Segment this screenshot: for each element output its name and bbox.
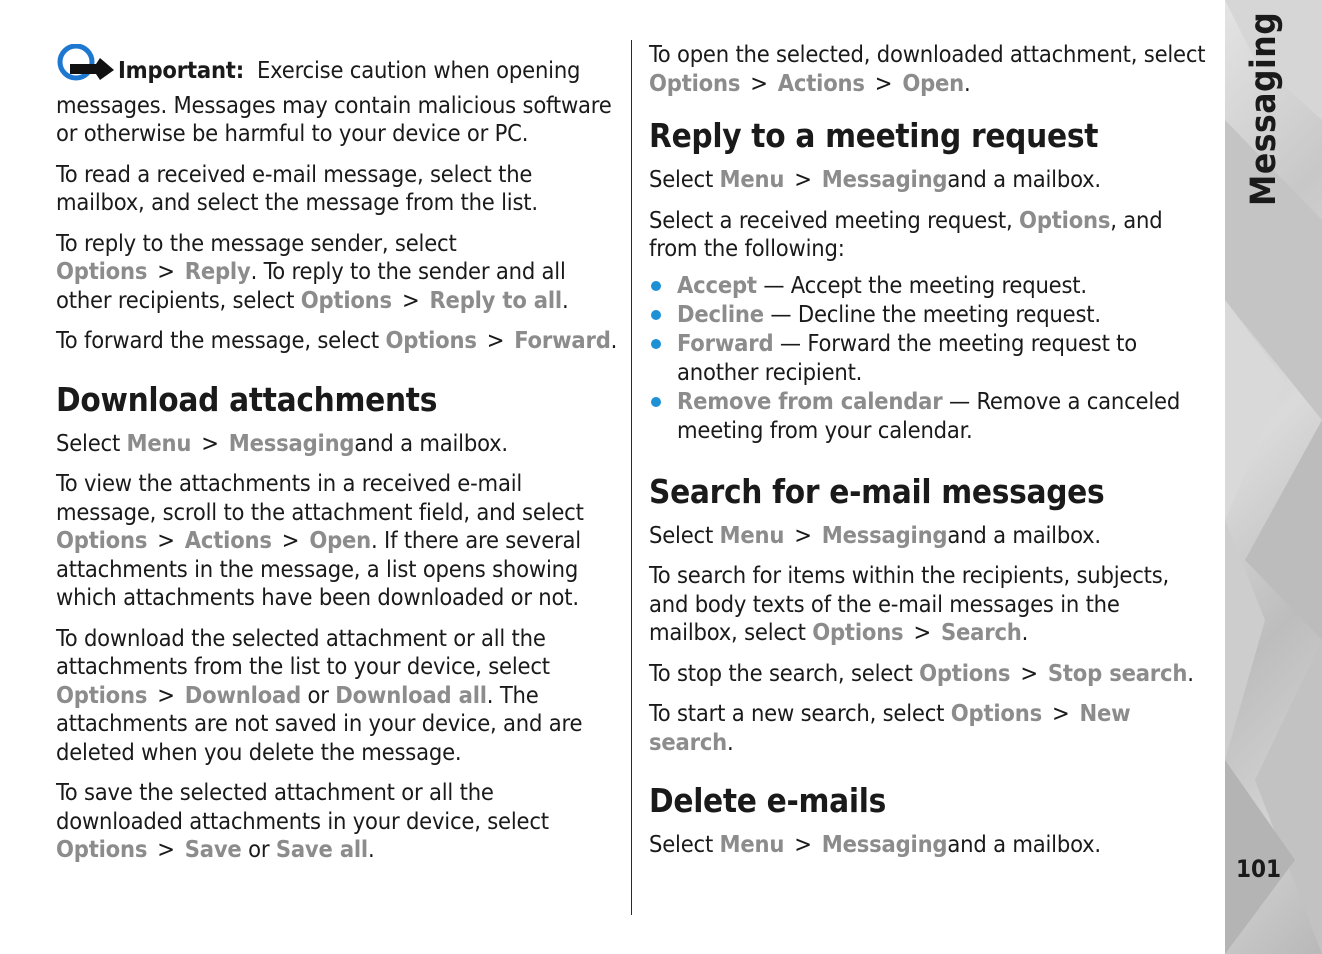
options-link[interactable]: Options xyxy=(300,285,392,314)
text: To download the selected attachment or all the attachments from the list to your device, select xyxy=(56,623,550,680)
save-link[interactable]: Save xyxy=(184,835,242,863)
text: Select xyxy=(56,428,127,457)
text: To stop the search, select xyxy=(649,658,920,687)
text: To start a new search, select xyxy=(649,699,951,727)
open-attachment-paragraph xyxy=(649,40,1211,97)
list-item xyxy=(649,300,1211,329)
received-request-paragraph xyxy=(649,206,1211,263)
messaging-link[interactable]: Messaging xyxy=(821,830,948,858)
separator: > xyxy=(794,165,812,193)
open-link[interactable]: Open xyxy=(902,68,965,97)
text: or xyxy=(241,835,276,863)
stop-search-paragraph xyxy=(649,659,1211,688)
actions-link[interactable]: Actions xyxy=(777,68,865,97)
options-link[interactable]: Options xyxy=(56,680,148,709)
save-all-link[interactable]: Save all xyxy=(275,835,368,863)
separator: > xyxy=(913,618,931,646)
new-search-paragraph xyxy=(649,699,1211,756)
download-attachments-heading: Download attachments xyxy=(56,379,438,419)
text: To reply to the message sender, select xyxy=(56,228,457,257)
separator: > xyxy=(157,257,175,285)
messaging-link[interactable]: Messaging xyxy=(821,165,948,193)
list-item xyxy=(649,329,1211,387)
separator: > xyxy=(794,520,812,549)
text: — Decline the meeting request. xyxy=(763,299,1101,328)
select-paragraph xyxy=(649,521,1211,550)
options-link[interactable]: Options xyxy=(1019,205,1111,234)
menu-link[interactable]: Menu xyxy=(126,428,192,457)
page-number: 101 xyxy=(1236,855,1282,883)
menu-link[interactable]: Menu xyxy=(719,830,785,858)
text: To forward the message, select xyxy=(56,326,386,354)
forward-paragraph xyxy=(56,326,618,355)
options-link[interactable]: Options xyxy=(56,257,148,285)
reply-meeting-heading: Reply to a meeting request xyxy=(649,116,1099,155)
download-link[interactable]: Download xyxy=(184,680,301,709)
options-link[interactable]: Options xyxy=(56,835,148,863)
important-text: Exercise caution when opening messages. Messages may contain malicious software or otherwise be harmful to your device or PC. xyxy=(56,56,612,147)
bullet-icon xyxy=(651,310,661,320)
text: . xyxy=(964,68,971,97)
separator: > xyxy=(874,68,893,97)
separator: > xyxy=(1020,658,1038,687)
text: To search for items within the recipients, subjects, and body texts of the e-mail messages in the mailbox, select xyxy=(649,561,1170,646)
text: . xyxy=(367,835,375,863)
text: To view the attachments in a received e-mail message, scroll to the attachment field, and select xyxy=(56,469,584,526)
text: To save the selected attachment or all the downloaded attachments in your device, select xyxy=(56,778,549,835)
menu-link[interactable]: Menu xyxy=(719,520,785,549)
download-paragraph xyxy=(56,624,618,767)
separator: > xyxy=(794,830,812,858)
text: and a mailbox. xyxy=(947,830,1101,858)
separator: > xyxy=(157,835,175,863)
select-paragraph xyxy=(649,830,1211,859)
forward-link[interactable]: Forward xyxy=(677,328,774,357)
separator: > xyxy=(401,285,420,314)
save-paragraph xyxy=(56,778,618,864)
text: . xyxy=(561,285,569,314)
options-link[interactable]: Options xyxy=(649,68,741,97)
text: . xyxy=(727,727,734,756)
text: . If there are several attachments in the message, a list opens showing which attachments have been downloaded or not. xyxy=(56,526,581,611)
text: — Forward the meeting request to another recipient. xyxy=(677,328,1137,386)
reply-link[interactable]: Reply xyxy=(184,257,251,285)
options-link[interactable]: Options xyxy=(385,326,477,354)
left-column xyxy=(56,40,618,876)
text: . xyxy=(610,326,618,354)
text: and a mailbox. xyxy=(947,520,1101,549)
list-item xyxy=(649,387,1211,445)
separator: > xyxy=(486,326,505,354)
section-title: Messaging xyxy=(1244,11,1284,206)
forward-link[interactable]: Forward xyxy=(514,326,611,354)
new-search-link[interactable]: New search xyxy=(649,699,1131,756)
text: or xyxy=(301,680,336,709)
important-hand-icon xyxy=(56,44,116,91)
reply-paragraph xyxy=(56,229,618,315)
stop-search-link[interactable]: Stop search xyxy=(1047,658,1188,687)
options-link[interactable]: Options xyxy=(56,526,148,554)
remove-from-calendar-link[interactable]: Remove from calendar xyxy=(677,386,943,415)
separator: > xyxy=(281,526,300,554)
accept-link[interactable]: Accept xyxy=(677,270,757,299)
search-heading: Search for e-mail messages xyxy=(649,471,1105,511)
read-paragraph: To read a received e-mail message, select the mailbox, and select the message from the list. xyxy=(56,159,538,216)
text: and a mailbox. xyxy=(947,165,1101,193)
text: — Accept the meeting request. xyxy=(756,270,1087,299)
separator: > xyxy=(201,428,219,457)
view-attachments-paragraph xyxy=(56,469,618,612)
open-link[interactable]: Open xyxy=(309,526,372,554)
separator: > xyxy=(157,680,175,709)
separator: > xyxy=(157,526,175,554)
text: . To reply to the sender and all other recipients, select xyxy=(56,257,566,314)
menu-link[interactable]: Menu xyxy=(719,165,785,193)
search-link[interactable]: Search xyxy=(940,618,1022,646)
text: Select xyxy=(649,165,720,193)
important-note xyxy=(56,44,618,148)
bullet-icon xyxy=(651,339,661,349)
text: and a mailbox. xyxy=(354,428,508,457)
reply-to-all-link[interactable]: Reply to all xyxy=(429,285,562,314)
options-link[interactable]: Options xyxy=(919,658,1011,687)
text: Select a received meeting request, xyxy=(649,205,1020,234)
actions-link[interactable]: Actions xyxy=(184,526,272,554)
text: Select xyxy=(649,520,720,549)
text: , and from the following: xyxy=(649,205,1163,262)
important-label: Important: xyxy=(118,56,244,84)
text: . The attachments are not saved in your device, and are deleted when you delete the message. xyxy=(56,680,583,766)
separator: > xyxy=(750,68,768,97)
list-item xyxy=(649,271,1211,300)
text: Select xyxy=(649,830,720,858)
download-all-link[interactable]: Download all xyxy=(335,680,487,709)
text: . xyxy=(1187,658,1194,687)
right-column xyxy=(649,40,1211,871)
options-link[interactable]: Options xyxy=(812,618,904,646)
messaging-link[interactable]: Messaging xyxy=(228,428,355,457)
text: . xyxy=(1021,618,1029,646)
column-divider xyxy=(631,40,632,915)
bullet-icon xyxy=(651,281,661,291)
bullet-icon xyxy=(651,397,661,407)
select-paragraph xyxy=(649,165,1211,194)
options-link[interactable]: Options xyxy=(950,699,1042,727)
messaging-link[interactable]: Messaging xyxy=(821,520,948,549)
separator: > xyxy=(1051,699,1070,727)
decline-link[interactable]: Decline xyxy=(677,299,764,328)
search-paragraph xyxy=(649,561,1211,647)
text: — Remove a canceled meeting from your calendar. xyxy=(677,386,1181,444)
meeting-options-list xyxy=(649,271,1211,445)
delete-emails-heading: Delete e-mails xyxy=(649,781,887,820)
text: To open the selected, downloaded attachment, select xyxy=(649,40,1206,68)
select-paragraph xyxy=(56,429,618,458)
